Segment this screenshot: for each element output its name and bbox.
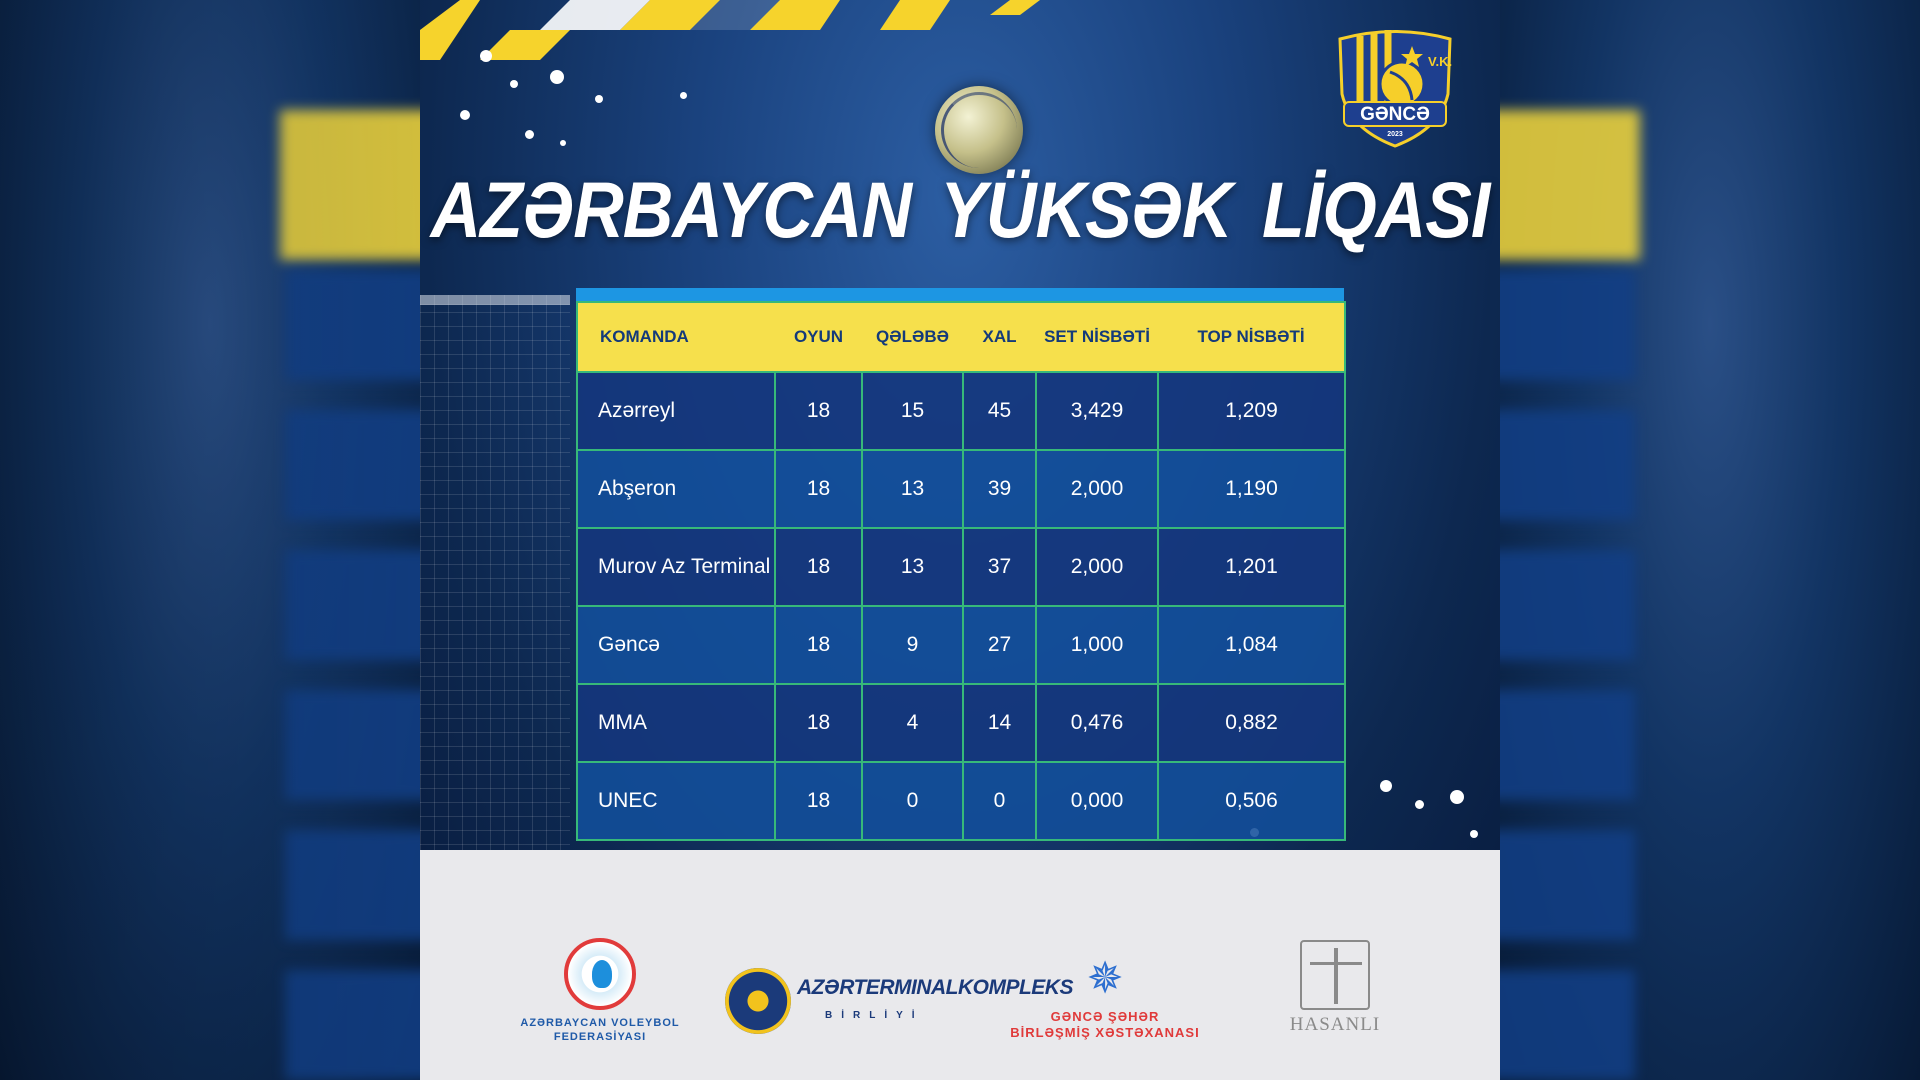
blurred-row bbox=[1500, 970, 1635, 1080]
paint-splatter bbox=[1415, 800, 1424, 809]
column-header-set-ratio: SET NİSBƏTİ bbox=[1044, 327, 1150, 346]
wins-cell: 9 bbox=[862, 606, 963, 684]
wins-cell: 4 bbox=[862, 684, 963, 762]
team-name: Murov Az Terminal bbox=[577, 528, 775, 606]
blurred-header-band bbox=[1500, 110, 1640, 260]
points-cell: 37 bbox=[963, 528, 1036, 606]
paint-splatter bbox=[460, 110, 470, 120]
table-row bbox=[577, 372, 1345, 450]
ball-ratio-cell: 0,882 bbox=[1158, 684, 1345, 762]
paint-splatter bbox=[480, 50, 492, 62]
volleyball-net bbox=[420, 295, 570, 915]
ball-ratio-cell: 1,209 bbox=[1158, 372, 1345, 450]
logo-year-text: 2023 bbox=[1387, 131, 1403, 138]
hospital-line1: GƏNCƏ ŞƏHƏR bbox=[1050, 1009, 1160, 1024]
paint-splatter bbox=[680, 92, 687, 99]
set-ratio-cell: 2,000 bbox=[1036, 450, 1158, 528]
points-cell: 14 bbox=[963, 684, 1036, 762]
team-name: Azərreyl bbox=[577, 372, 775, 450]
sponsor-azerterminalkompleks bbox=[725, 968, 1073, 1038]
team-name: UNEC bbox=[577, 762, 775, 840]
background-blur-right bbox=[1500, 0, 1920, 1080]
ball-ratio-cell: 1,084 bbox=[1158, 606, 1345, 684]
set-ratio-cell: 0,476 bbox=[1036, 684, 1158, 762]
blurred-row bbox=[1500, 410, 1635, 520]
avf-logo-icon bbox=[564, 938, 636, 1010]
volleyball-icon bbox=[935, 86, 1023, 174]
table-header-row bbox=[577, 302, 1345, 372]
set-ratio-cell: 3,429 bbox=[1036, 372, 1158, 450]
table-top-strip bbox=[576, 288, 1344, 301]
games-cell: 18 bbox=[775, 606, 862, 684]
sponsor-avf bbox=[510, 938, 690, 1044]
wins-cell: 13 bbox=[862, 450, 963, 528]
games-cell: 18 bbox=[775, 528, 862, 606]
blurred-row bbox=[1500, 690, 1635, 800]
blurred-row bbox=[1500, 270, 1635, 380]
table-row bbox=[577, 762, 1345, 840]
points-cell: 0 bbox=[963, 762, 1036, 840]
wins-cell: 15 bbox=[862, 372, 963, 450]
table-row bbox=[577, 450, 1345, 528]
avf-line2: FEDERASİYASI bbox=[553, 1031, 647, 1043]
atk-sub: BİRLİYİ bbox=[825, 1010, 924, 1021]
games-cell: 18 bbox=[775, 762, 862, 840]
hasanli-name: HASANLI bbox=[1289, 1014, 1381, 1035]
page-title: AZƏRBAYCAN YÜKSƏK LİQASI bbox=[430, 166, 1490, 254]
ball-ratio-cell: 1,201 bbox=[1158, 528, 1345, 606]
logo-name-text: GƏNCƏ bbox=[1360, 104, 1430, 125]
sponsor-hospital bbox=[1010, 955, 1200, 1041]
background-blur-left bbox=[0, 0, 420, 1080]
avf-line1: AZƏRBAYCAN VOLEYBOL bbox=[520, 1017, 680, 1029]
team-name: Abşeron bbox=[577, 450, 775, 528]
points-cell: 39 bbox=[963, 450, 1036, 528]
dim-overlay bbox=[0, 0, 420, 1080]
set-ratio-cell: 2,000 bbox=[1036, 528, 1158, 606]
set-ratio-cell: 1,000 bbox=[1036, 606, 1158, 684]
ball-ratio-cell: 1,190 bbox=[1158, 450, 1345, 528]
wins-cell: 0 bbox=[862, 762, 963, 840]
paint-splatter bbox=[1380, 780, 1392, 792]
column-header-ball-ratio: TOP NİSBƏTİ bbox=[1197, 327, 1305, 346]
paint-splatter bbox=[510, 80, 518, 88]
paint-splatter bbox=[1470, 830, 1478, 838]
atk-seal-icon bbox=[725, 968, 791, 1034]
hospital-line2: BİRLƏŞMİŞ XƏSTƏXANASI bbox=[1010, 1025, 1200, 1040]
paint-splatter bbox=[550, 70, 564, 84]
games-cell: 18 bbox=[775, 684, 862, 762]
logo-vk-text: V.K. bbox=[1428, 54, 1453, 69]
sponsor-hasanli bbox=[1280, 940, 1390, 1036]
paint-splatter bbox=[560, 140, 566, 146]
blurred-row bbox=[1500, 550, 1635, 660]
club-logo bbox=[1330, 24, 1460, 149]
standings-poster bbox=[420, 0, 1500, 1080]
column-header-points: XAL bbox=[982, 327, 1017, 346]
hospital-star-icon: ✵ bbox=[1086, 954, 1124, 1003]
column-header-games: OYUN bbox=[793, 327, 844, 346]
games-cell: 18 bbox=[775, 372, 862, 450]
table-row bbox=[577, 528, 1345, 606]
column-header-wins: QƏLƏBƏ bbox=[876, 327, 949, 346]
atk-name: AZƏRTERMINALKOMPLEKS bbox=[797, 976, 1073, 999]
column-header-team: KOMANDA bbox=[600, 327, 689, 346]
table-row bbox=[577, 606, 1345, 684]
team-name: Gəncə bbox=[577, 606, 775, 684]
points-cell: 27 bbox=[963, 606, 1036, 684]
games-cell: 18 bbox=[775, 450, 862, 528]
paint-splatter bbox=[1450, 790, 1464, 804]
team-name: MMA bbox=[577, 684, 775, 762]
wins-cell: 13 bbox=[862, 528, 963, 606]
hasanli-scales-icon bbox=[1300, 940, 1370, 1010]
blurred-row bbox=[1500, 830, 1635, 940]
set-ratio-cell: 0,000 bbox=[1036, 762, 1158, 840]
points-cell: 45 bbox=[963, 372, 1036, 450]
paint-splatter bbox=[525, 130, 534, 139]
standings-table bbox=[576, 288, 1344, 841]
ball-ratio-cell: 0,506 bbox=[1158, 762, 1345, 840]
paint-splatter bbox=[595, 95, 603, 103]
table-row bbox=[577, 684, 1345, 762]
